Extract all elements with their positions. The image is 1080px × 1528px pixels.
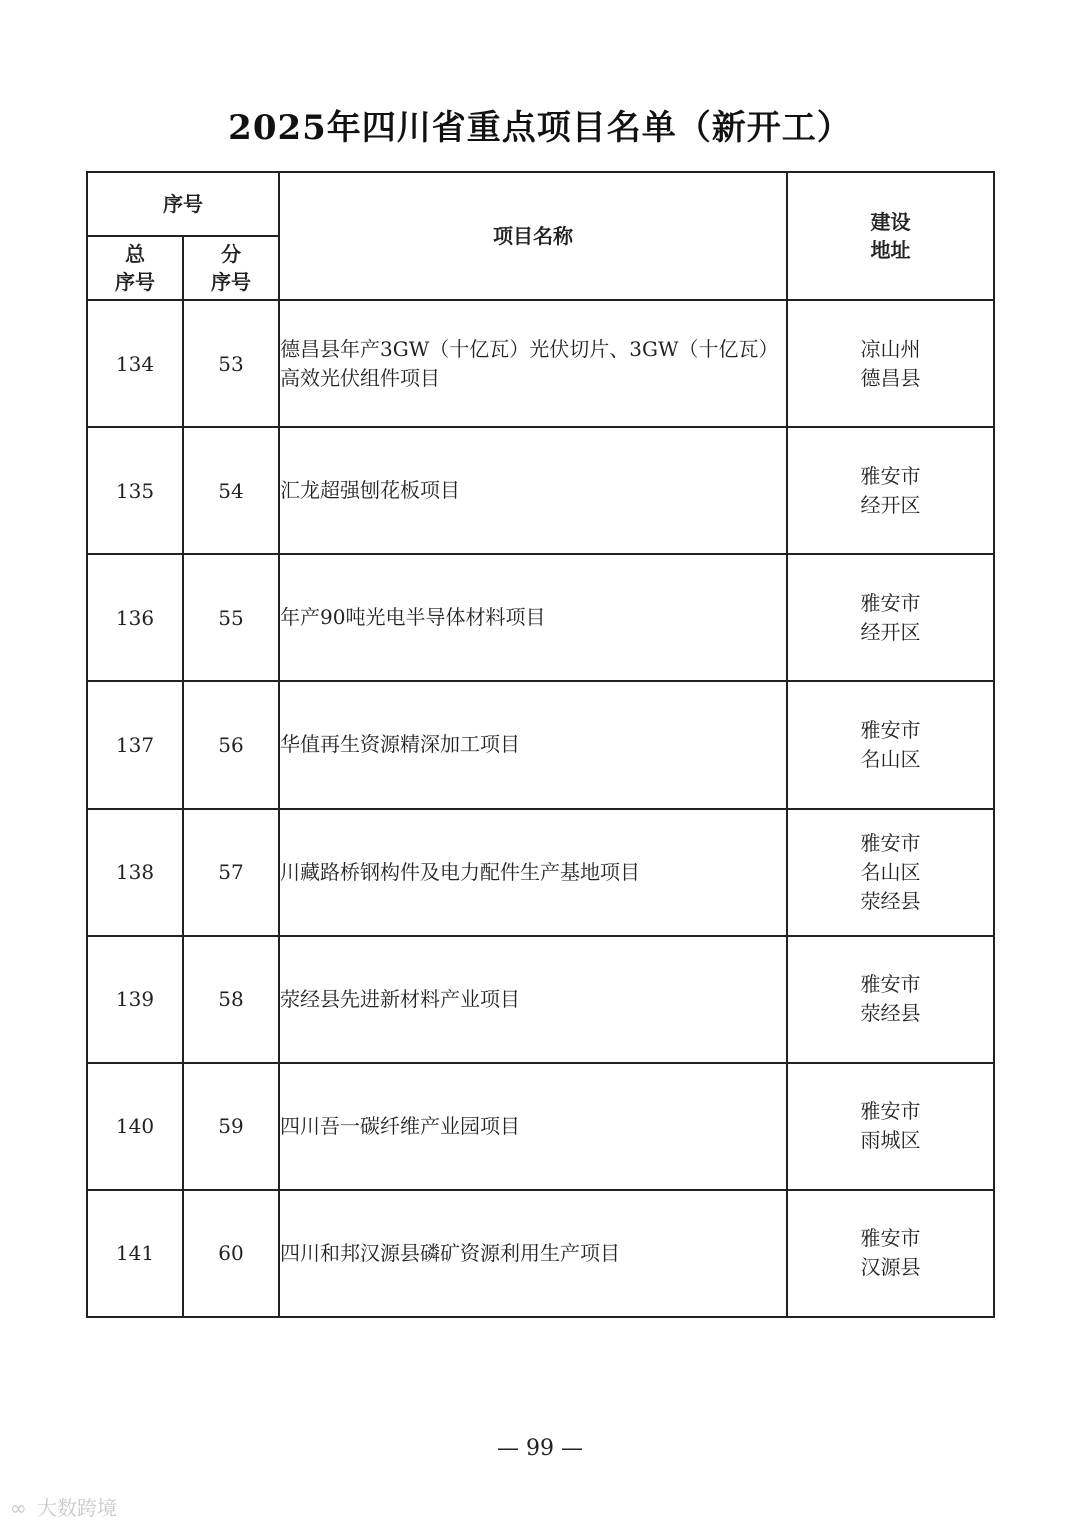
location-cell [787,809,994,936]
location-cell [787,1190,994,1317]
location-line: 德昌县 [860,365,921,390]
table-row [87,300,994,427]
location-cell [787,681,994,808]
sub-seq-cell: 58 [183,936,279,1063]
sub-seq-cell: 57 [183,809,279,936]
table-row [87,427,994,554]
table-row [87,1190,994,1317]
location-line: 雅安市 [860,463,921,488]
table-row [87,1063,994,1190]
location-line: 雅安市 [860,717,921,742]
table-row [87,681,994,808]
total-seq-cell: 140 [87,1063,183,1190]
location-line: 雨城区 [860,1128,921,1153]
project-name-cell: 荥经县先进新材料产业项目 [279,936,787,1063]
watermark-text: 大数跨境 [37,1496,118,1520]
page-number: — 99 — [497,1436,583,1461]
location-line: 汉源县 [860,1255,921,1280]
location-header [787,172,994,300]
total-seq-cell: 134 [87,300,183,427]
watermark-logo-icon: ∞ [10,1496,27,1520]
location-line: 名山区 [860,859,921,884]
sub-seq-cell: 53 [183,300,279,427]
location-line: 名山区 [860,746,921,771]
location-line: 雅安市 [860,1226,921,1251]
sub-seq-cell: 60 [183,1190,279,1317]
location-cell [787,936,994,1063]
location-line: 荥经县 [860,1001,921,1026]
project-name-cell: 川藏路桥钢构件及电力配件生产基地项目 [279,809,787,936]
total-seq-cell: 138 [87,809,183,936]
location-header-line2: 地址 [870,238,911,262]
sub-seq-cell: 56 [183,681,279,808]
sub-seq-cell: 55 [183,554,279,681]
watermark [10,1492,117,1521]
total-seq-header [87,236,183,300]
location-line: 雅安市 [860,830,921,855]
table-row [87,809,994,936]
location-line: 雅安市 [860,972,921,997]
project-name-cell: 年产90吨光电半导体材料项目 [279,554,787,681]
project-name-cell: 德昌县年产3GW（十亿瓦）光伏切片、3GW（十亿瓦）高效光伏组件项目 [279,300,787,427]
location-line: 凉山州 [860,336,921,361]
sub-seq-cell: 54 [183,427,279,554]
table-row [87,936,994,1063]
project-name-header: 项目名称 [279,172,787,300]
location-line: 经开区 [860,492,921,517]
project-name-cell: 四川吾一碳纤维产业园项目 [279,1063,787,1190]
project-table [86,171,995,1318]
total-seq-cell: 139 [87,936,183,1063]
sub-seq-header [183,236,279,300]
location-line: 雅安市 [860,590,921,615]
location-line: 荥经县 [860,888,921,913]
table-header-row [87,172,994,236]
location-line: 经开区 [860,619,921,644]
total-seq-header-line1: 总 [125,242,145,266]
project-name-cell: 四川和邦汉源县磷矿资源利用生产项目 [279,1190,787,1317]
table-row [87,554,994,681]
project-name-cell: 华值再生资源精深加工项目 [279,681,787,808]
sub-seq-header-line2: 序号 [211,270,251,294]
total-seq-cell: 137 [87,681,183,808]
location-cell [787,1063,994,1190]
location-cell [787,427,994,554]
page-title: 2025年四川省重点项目名单（新开工） [228,108,852,148]
project-name-cell: 汇龙超强刨花板项目 [279,427,787,554]
total-seq-header-line2: 序号 [115,270,155,294]
location-header-line1: 建设 [870,210,911,234]
total-seq-cell: 136 [87,554,183,681]
location-line: 雅安市 [860,1099,921,1124]
location-cell [787,300,994,427]
total-seq-cell: 141 [87,1190,183,1317]
sub-seq-cell: 59 [183,1063,279,1190]
location-cell [787,554,994,681]
total-seq-cell: 135 [87,427,183,554]
seq-header: 序号 [87,172,279,236]
sub-seq-header-line1: 分 [221,242,241,266]
